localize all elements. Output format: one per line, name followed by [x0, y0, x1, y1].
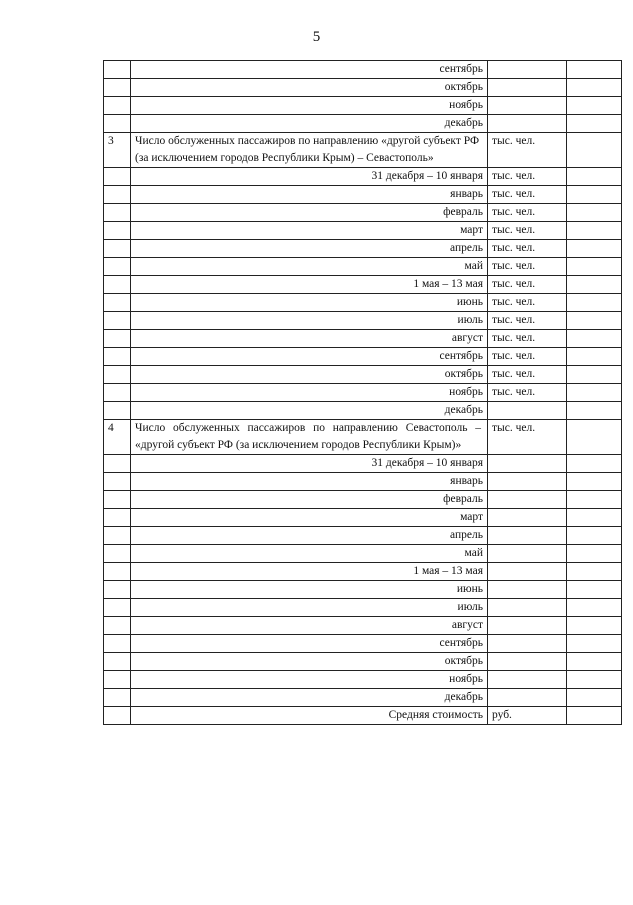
value-cell	[567, 384, 622, 402]
value-cell	[567, 222, 622, 240]
indicator-name-cell: ноябрь	[131, 671, 488, 689]
unit-cell: тыс. чел.	[488, 384, 567, 402]
row-number-cell	[104, 115, 131, 133]
row-number-cell	[104, 491, 131, 509]
value-cell	[567, 509, 622, 527]
indicator-name-cell: март	[131, 509, 488, 527]
value-cell	[567, 276, 622, 294]
unit-cell	[488, 402, 567, 420]
unit-cell	[488, 599, 567, 617]
table-row	[104, 653, 622, 671]
row-number-cell: 4	[104, 420, 131, 455]
indicator-name-cell: июнь	[131, 581, 488, 599]
table-body	[104, 61, 622, 725]
table-row	[104, 133, 622, 168]
row-number-cell	[104, 330, 131, 348]
unit-cell: тыс. чел.	[488, 222, 567, 240]
indicator-name-cell: Средняя стоимость	[131, 707, 488, 725]
indicator-name-cell: 1 мая – 13 мая	[131, 276, 488, 294]
unit-cell	[488, 115, 567, 133]
unit-cell: тыс. чел.	[488, 240, 567, 258]
indicator-name-cell: февраль	[131, 491, 488, 509]
unit-cell: тыс. чел.	[488, 348, 567, 366]
unit-cell: тыс. чел.	[488, 294, 567, 312]
row-number-cell	[104, 186, 131, 204]
unit-cell	[488, 527, 567, 545]
table-row	[104, 204, 622, 222]
unit-cell: тыс. чел.	[488, 204, 567, 222]
indicator-name-cell: ноябрь	[131, 97, 488, 115]
table-row	[104, 79, 622, 97]
indicator-name-cell: март	[131, 222, 488, 240]
indicator-name-cell: январь	[131, 473, 488, 491]
indicator-name-cell: декабрь	[131, 689, 488, 707]
table-row	[104, 563, 622, 581]
row-number-cell	[104, 455, 131, 473]
table-row	[104, 420, 622, 455]
table-row	[104, 258, 622, 276]
row-number-cell	[104, 61, 131, 79]
indicator-name-cell: май	[131, 545, 488, 563]
indicator-name-cell: май	[131, 258, 488, 276]
row-number-cell	[104, 599, 131, 617]
indicator-name-cell: февраль	[131, 204, 488, 222]
value-cell	[567, 653, 622, 671]
unit-cell: тыс. чел.	[488, 168, 567, 186]
table-row	[104, 473, 622, 491]
value-cell	[567, 527, 622, 545]
table-row	[104, 491, 622, 509]
indicator-name-cell: сентябрь	[131, 635, 488, 653]
row-number-cell	[104, 97, 131, 115]
indicator-name-cell: январь	[131, 186, 488, 204]
indicator-name-cell: 31 декабря – 10 января	[131, 168, 488, 186]
row-number-cell	[104, 204, 131, 222]
indicator-name-cell: ноябрь	[131, 384, 488, 402]
unit-cell: тыс. чел.	[488, 186, 567, 204]
value-cell	[567, 545, 622, 563]
unit-cell	[488, 635, 567, 653]
indicator-name-cell: 31 декабря – 10 января	[131, 455, 488, 473]
value-cell	[567, 79, 622, 97]
unit-cell	[488, 509, 567, 527]
table-row	[104, 97, 622, 115]
value-cell	[567, 204, 622, 222]
indicator-name-cell: Число обслуженных пассажиров по направлению «другой субъект РФ (за исключением городов Республики Крым) – Севастополь»	[131, 133, 488, 168]
indicator-name-cell: 1 мая – 13 мая	[131, 563, 488, 581]
indicator-name-cell: декабрь	[131, 115, 488, 133]
row-number-cell	[104, 635, 131, 653]
row-number-cell	[104, 366, 131, 384]
value-cell	[567, 635, 622, 653]
indicator-name-cell: октябрь	[131, 79, 488, 97]
value-cell	[567, 312, 622, 330]
table-row	[104, 366, 622, 384]
row-number-cell	[104, 402, 131, 420]
unit-cell: тыс. чел.	[488, 420, 567, 455]
row-number-cell	[104, 258, 131, 276]
value-cell	[567, 581, 622, 599]
table-row	[104, 115, 622, 133]
row-number-cell	[104, 312, 131, 330]
indicator-name-cell: апрель	[131, 527, 488, 545]
value-cell	[567, 473, 622, 491]
table-row	[104, 294, 622, 312]
unit-cell: тыс. чел.	[488, 133, 567, 168]
table-row	[104, 61, 622, 79]
indicator-name-cell: октябрь	[131, 653, 488, 671]
unit-cell	[488, 61, 567, 79]
row-number-cell	[104, 79, 131, 97]
unit-cell: тыс. чел.	[488, 276, 567, 294]
data-table	[103, 60, 622, 725]
row-number-cell	[104, 294, 131, 312]
table-row	[104, 312, 622, 330]
indicator-name-cell: июль	[131, 312, 488, 330]
row-number-cell	[104, 276, 131, 294]
row-number-cell	[104, 617, 131, 635]
row-number-cell	[104, 509, 131, 527]
value-cell	[567, 707, 622, 725]
page-number: 5	[312, 29, 321, 45]
row-number-cell	[104, 671, 131, 689]
unit-cell	[488, 671, 567, 689]
table-row	[104, 348, 622, 366]
unit-cell	[488, 97, 567, 115]
table-row	[104, 581, 622, 599]
indicator-name-cell: сентябрь	[131, 61, 488, 79]
row-number-cell	[104, 473, 131, 491]
row-number-cell: 3	[104, 133, 131, 168]
row-number-cell	[104, 563, 131, 581]
value-cell	[567, 61, 622, 79]
unit-cell	[488, 79, 567, 97]
value-cell	[567, 348, 622, 366]
value-cell	[567, 240, 622, 258]
table-row	[104, 168, 622, 186]
unit-cell: тыс. чел.	[488, 312, 567, 330]
value-cell	[567, 133, 622, 168]
table-row	[104, 384, 622, 402]
unit-cell: руб.	[488, 707, 567, 725]
table-row	[104, 276, 622, 294]
row-number-cell	[104, 348, 131, 366]
table-row	[104, 186, 622, 204]
unit-cell	[488, 581, 567, 599]
row-number-cell	[104, 168, 131, 186]
value-cell	[567, 420, 622, 455]
value-cell	[567, 115, 622, 133]
value-cell	[567, 168, 622, 186]
row-number-cell	[104, 527, 131, 545]
value-cell	[567, 258, 622, 276]
unit-cell: тыс. чел.	[488, 366, 567, 384]
unit-cell	[488, 545, 567, 563]
unit-cell	[488, 455, 567, 473]
unit-cell	[488, 491, 567, 509]
table-row	[104, 545, 622, 563]
unit-cell: тыс. чел.	[488, 258, 567, 276]
table-row	[104, 402, 622, 420]
indicator-name-cell: июнь	[131, 294, 488, 312]
table-row	[104, 671, 622, 689]
value-cell	[567, 402, 622, 420]
table-row	[104, 455, 622, 473]
indicator-name-cell: Число обслуженных пассажиров по направлению Севастополь – «другой субъект РФ (за исключением городов Республики Крым)»	[131, 420, 488, 455]
table-row	[104, 222, 622, 240]
table-row	[104, 617, 622, 635]
table-row	[104, 599, 622, 617]
table-row	[104, 527, 622, 545]
unit-cell	[488, 653, 567, 671]
row-number-cell	[104, 581, 131, 599]
row-number-cell	[104, 384, 131, 402]
table-row	[104, 689, 622, 707]
row-number-cell	[104, 240, 131, 258]
unit-cell	[488, 563, 567, 581]
value-cell	[567, 366, 622, 384]
value-cell	[567, 689, 622, 707]
table-row	[104, 240, 622, 258]
value-cell	[567, 671, 622, 689]
table-row	[104, 509, 622, 527]
indicator-name-cell: декабрь	[131, 402, 488, 420]
value-cell	[567, 491, 622, 509]
indicator-name-cell: август	[131, 330, 488, 348]
row-number-cell	[104, 545, 131, 563]
unit-cell	[488, 689, 567, 707]
indicator-name-cell: август	[131, 617, 488, 635]
unit-cell	[488, 617, 567, 635]
row-number-cell	[104, 707, 131, 725]
table-row	[104, 707, 622, 725]
value-cell	[567, 455, 622, 473]
row-number-cell	[104, 653, 131, 671]
row-number-cell	[104, 222, 131, 240]
indicator-name-cell: июль	[131, 599, 488, 617]
value-cell	[567, 186, 622, 204]
unit-cell: тыс. чел.	[488, 330, 567, 348]
unit-cell	[488, 473, 567, 491]
indicator-name-cell: октябрь	[131, 366, 488, 384]
table-row	[104, 635, 622, 653]
value-cell	[567, 563, 622, 581]
value-cell	[567, 294, 622, 312]
value-cell	[567, 97, 622, 115]
table-row	[104, 330, 622, 348]
indicator-name-cell: сентябрь	[131, 348, 488, 366]
value-cell	[567, 330, 622, 348]
indicator-name-cell: апрель	[131, 240, 488, 258]
value-cell	[567, 617, 622, 635]
row-number-cell	[104, 689, 131, 707]
value-cell	[567, 599, 622, 617]
